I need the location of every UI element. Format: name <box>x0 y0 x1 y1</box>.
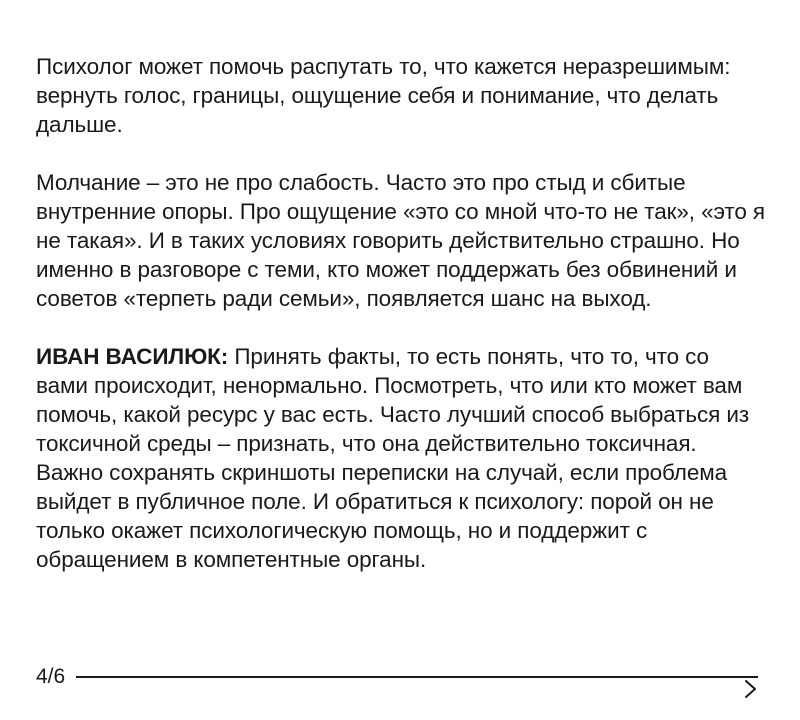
paragraph-text: Молчание – это не про слабость. Часто это про стыд и сбитые внутренние опоры. Про ощущение «это со мной что-то не так», «это я не такая». И в таких условиях говорить действительно страшно. Но именно в разговоре с теми, кто может поддержать без обвинений и советов «терпеть ради семьи», появляется шанс на выход. <box>36 170 765 311</box>
paragraph-text: Психолог может помочь распутать то, что кажется неразрешимым: вернуть голос, границы, ощущение себя и понимание, что делать дальше. <box>36 54 731 137</box>
paragraph-psychologist-help <box>36 52 766 139</box>
page-indicator: 4/6 <box>36 665 66 688</box>
next-slide-arrow[interactable] <box>76 676 758 678</box>
speaker-name: ИВАН ВАСИЛЮК: <box>36 344 229 369</box>
article-body <box>36 52 766 603</box>
paragraph-ivan-vasilyuk <box>36 342 766 574</box>
pagination-footer <box>36 664 758 690</box>
paragraph-text: Принять факты, то есть понять, что то, что со вами происходит, ненормально. Посмотреть, что или кто может вам помочь, какой ресурс у вас есть. Часто лучший способ выбраться из токсичной среды – признать, что она действительно токсичная. Важно сохранять скриншоты переписки на случай, если проблема выйдет в публичное поле. И обратиться к психологу: порой он не только окажет психологическую помощь, но и поддержит с обращением в компетентные органы. <box>36 344 750 572</box>
paragraph-silence <box>36 168 766 313</box>
arrow-right-icon <box>742 680 760 698</box>
